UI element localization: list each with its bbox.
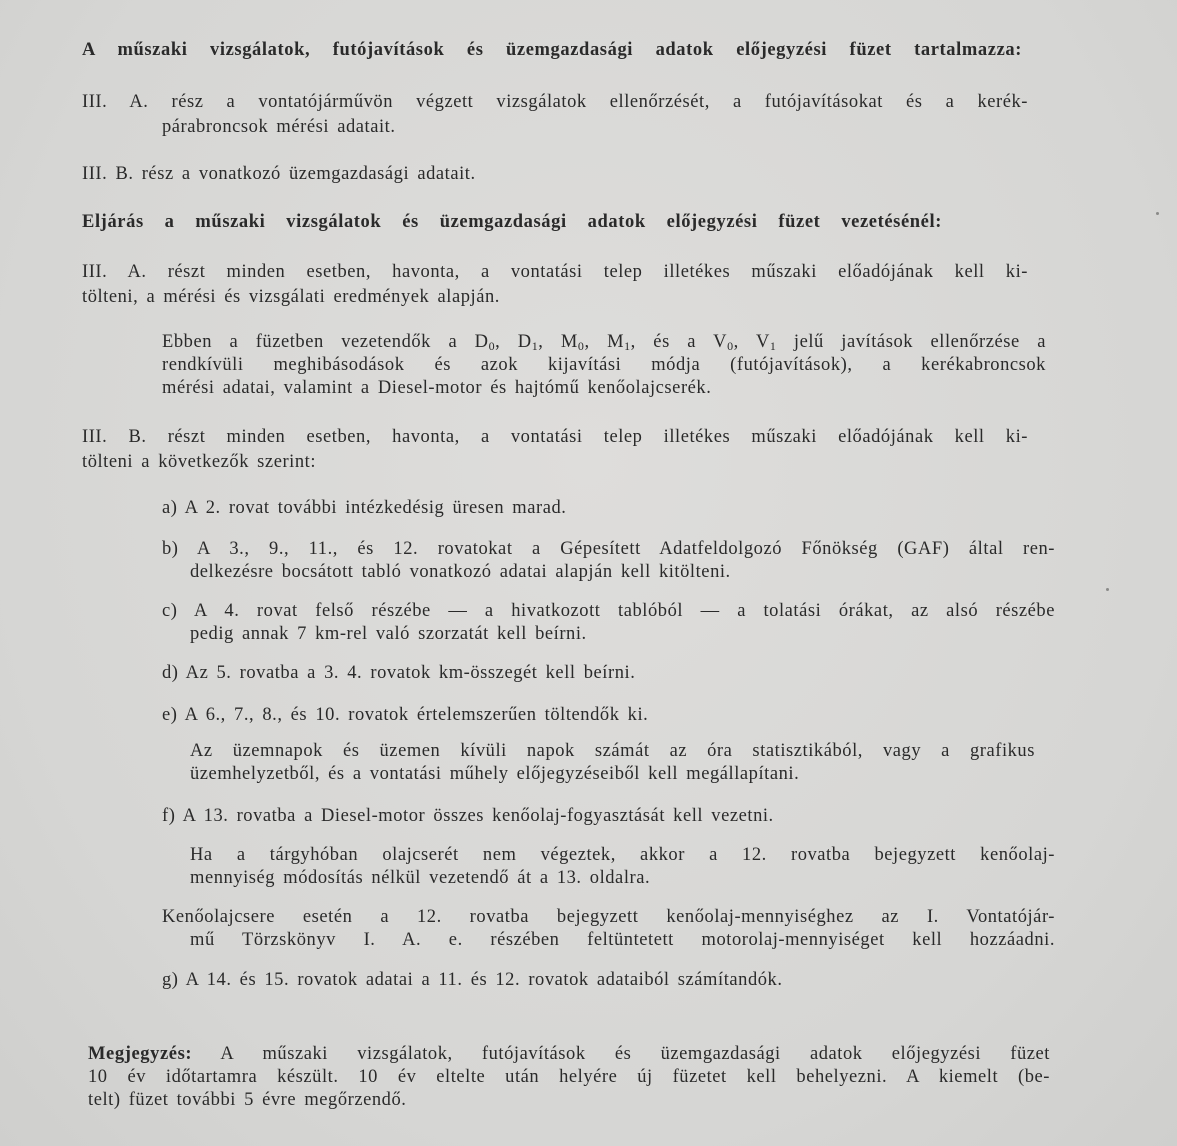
- item-b-line-2: delkezésre bocsátott tabló vonatkozó adatai alapján kell kitölteni.: [190, 562, 731, 582]
- procedure-a-line-2: tölteni, a mérési és vizsgálati eredmények alapján.: [82, 287, 500, 307]
- note-line-3: telt) füzet további 5 évre megőrzendő.: [88, 1090, 407, 1110]
- item-c-line-2: pedig annak 7 km-rel való szorzatát kell beírni.: [190, 624, 587, 644]
- booklet-contents-line-1: Ebben a füzetben vezetendők a $D_0$, $D_1$, $M_0$, $M_1$, és a $V_0$, $V_1$ jelű javítások ellenőrzése a: [162, 332, 1046, 353]
- note-line-1: Megjegyzés: A műszaki vizsgálatok, futójavítások és üzemgazdasági adatok előjegyzési füzet: [88, 1044, 1050, 1064]
- item-f: f) A 13. rovatba a Diesel-motor összes kenőolaj-fogyasztását kell vezetni.: [162, 806, 774, 826]
- oil-change-line-1: Kenőolajcsere esetén a 12. rovatba bejegyzett kenőolaj-mennyiséghez az I. Vontatójár-: [162, 907, 1055, 927]
- procedure-b-line-2: tölteni a következők szerint:: [82, 452, 317, 472]
- paper-speck: [1156, 212, 1159, 215]
- part-a-line-1: III. A. rész a vontatójárművön végzett vizsgálatok ellenőrzését, a futójavításokat és a kerék-: [82, 92, 1028, 112]
- note-line-2: 10 év időtartamra készült. 10 év eltelte után helyére új füzetet kell behelyezni. A kiemelt (be-: [88, 1067, 1050, 1087]
- item-b-line-1: b) A 3., 9., 11., és 12. rovatokat a Gépesített Adatfeldolgozó Főnökség (GAF) által ren-: [162, 539, 1055, 559]
- paper-speck: [1106, 588, 1109, 591]
- booklet-contents-line-3: mérési adatai, valamint a Diesel-motor és hajtómű kenőolajcserék.: [162, 378, 712, 398]
- procedure-b-line-1: III. B. részt minden esetben, havonta, a vontatási telep illetékes műszaki előadójának kell ki-: [82, 427, 1028, 447]
- note-label: Megjegyzés:: [88, 1044, 193, 1064]
- procedure-a-line-1: III. A. részt minden esetben, havonta, a vontatási telep illetékes műszaki előadójának kell ki-: [82, 262, 1028, 282]
- heading-procedure: Eljárás a műszaki vizsgálatok és üzemgazdasági adatok előjegyzési füzet vezetésénél:: [82, 212, 942, 232]
- item-c-line-1: c) A 4. rovat felső részébe — a hivatkozott tablóból — a tolatási órákat, az alsó részébe: [162, 601, 1055, 621]
- part-a-line-2: párabroncsok mérési adatait.: [162, 117, 396, 137]
- part-b-line: III. B. rész a vonatkozó üzemgazdasági adatait.: [82, 164, 476, 184]
- item-e-note-line-1: Az üzemnapok és üzemen kívüli napok számát az óra statisztikából, vagy a grafikus: [190, 741, 1035, 761]
- item-e: e) A 6., 7., 8., és 10. rovatok értelemszerűen töltendők ki.: [162, 705, 649, 725]
- item-f-note-line-2: mennyiség módosítás nélkül vezetendő át a 13. oldalra.: [190, 868, 651, 888]
- item-e-note-line-2: üzemhelyzetből, és a vontatási műhely előjegyzéseiből kell megállapítani.: [190, 764, 800, 784]
- oil-change-line-2: mű Törzskönyv I. A. e. részében feltüntetett motorolaj-mennyiséget kell hozzáadni.: [190, 930, 1055, 950]
- heading-contents: A műszaki vizsgálatok, futójavítások és üzemgazdasági adatok előjegyzési füzet tartalmazza:: [82, 40, 1022, 60]
- item-f-note-line-1: Ha a tárgyhóban olajcserét nem végeztek, akkor a 12. rovatba bejegyzett kenőolaj-: [190, 845, 1055, 865]
- booklet-contents-line-2: rendkívüli meghibásodások és azok kijavítási módja (futójavítások), a kerékabroncsok: [162, 355, 1046, 375]
- item-a: a) A 2. rovat további intézkedésig üresen marad.: [162, 498, 567, 518]
- item-d: d) Az 5. rovatba a 3. 4. rovatok km-összegét kell beírni.: [162, 663, 636, 683]
- item-g: g) A 14. és 15. rovatok adatai a 11. és 12. rovatok adataiból számítandók.: [162, 970, 783, 990]
